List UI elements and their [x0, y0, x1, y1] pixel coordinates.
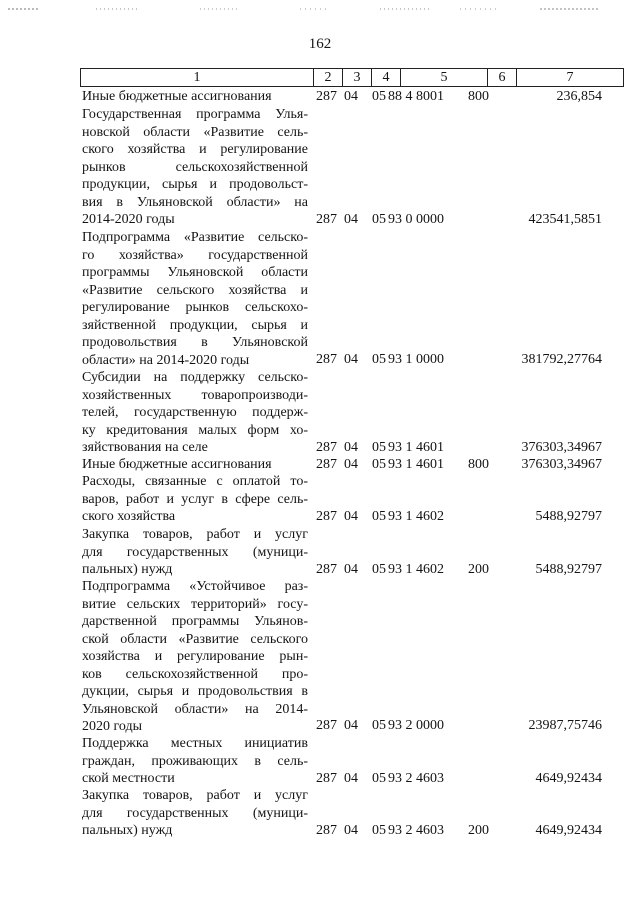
description-line: хозяйства и регулирование рын-: [82, 649, 308, 664]
row-description: [82, 473, 308, 526]
row-description: [82, 456, 308, 474]
column-header-6: 6: [488, 69, 517, 87]
row-amount: 23987,75746: [528, 718, 602, 733]
description-line: Государственная программа Улья-: [82, 107, 308, 122]
code-subsection: 05: [372, 562, 386, 577]
description-line: варов, работ и услуг в сфере сель-: [82, 491, 308, 507]
code-section: 04: [344, 823, 358, 838]
row-amount: 4649,92434: [535, 771, 602, 786]
description-line: «Развитие сельского хозяйства и: [82, 282, 308, 298]
code-expense-type: 800: [468, 89, 489, 104]
code-ministry: 287: [316, 352, 337, 367]
page-number: 162: [308, 36, 332, 52]
description-line: пальных) нужд: [82, 823, 173, 838]
description-line: хозяйственных товаропроизводи-: [82, 387, 308, 403]
code-ministry: 287: [316, 440, 337, 455]
description-line: ской местности: [82, 771, 175, 786]
row-amount: 376303,34967: [521, 457, 602, 472]
code-ministry: 287: [316, 562, 337, 577]
description-line: 2020 годы: [82, 719, 143, 734]
row-amount: 4649,92434: [535, 823, 602, 838]
code-section: 04: [344, 771, 358, 786]
description-line: витие сельских территорий» госу-: [82, 596, 308, 612]
description-line: новской области «Развитие сель-: [82, 124, 308, 140]
code-section: 04: [344, 457, 358, 472]
row-description: [82, 369, 308, 457]
code-target-article: 93 1 4602: [388, 562, 444, 577]
code-ministry: 287: [316, 771, 337, 786]
description-line: Субсидии на поддержку сельско-: [82, 370, 308, 385]
code-section: 04: [344, 509, 358, 524]
code-ministry: 287: [316, 89, 337, 104]
description-line: рынков сельскохозяйственной: [82, 159, 308, 175]
column-header-1: 1: [81, 69, 314, 87]
description-line: Ульяновской области» на 2014-: [82, 701, 308, 717]
description-line: граждан, проживающих в сель-: [82, 753, 308, 769]
row-amount: 236,854: [556, 89, 602, 104]
code-section: 04: [344, 718, 358, 733]
code-expense-type: 200: [468, 823, 489, 838]
code-section: 04: [344, 89, 358, 104]
code-expense-type: 200: [468, 562, 489, 577]
row-amount: 381792,27764: [521, 352, 602, 367]
column-header-4: 4: [372, 69, 401, 87]
code-ministry: 287: [316, 823, 337, 838]
code-section: 04: [344, 440, 358, 455]
description-line: для государственных (муници-: [82, 544, 308, 560]
row-description: [82, 88, 308, 106]
code-target-article: 93 2 4603: [388, 823, 444, 838]
description-line: Подпрограмма «Устойчивое раз-: [82, 579, 308, 594]
description-line: области» на 2014-2020 годы: [82, 352, 250, 368]
code-ministry: 287: [316, 509, 337, 524]
row-description: [82, 106, 308, 229]
description-line: ку кредитования малых форм хо-: [82, 422, 308, 438]
description-line: 2014-2020 годы: [82, 212, 175, 227]
description-line: Поддержка местных инициатив: [82, 736, 308, 751]
row-amount: 5488,92797: [535, 562, 602, 577]
description-line: телей, государственную поддерж-: [82, 405, 308, 420]
code-target-article: 93 1 0000: [388, 352, 444, 367]
code-target-article: 88 4 8001: [388, 89, 444, 104]
column-header-5: 5: [401, 69, 488, 87]
code-section: 04: [344, 352, 358, 367]
code-subsection: 05: [372, 823, 386, 838]
code-subsection: 05: [372, 212, 386, 227]
description-line: зяйственной продукции, сырья и: [82, 317, 308, 333]
code-target-article: 93 1 4602: [388, 509, 444, 524]
code-subsection: 05: [372, 352, 386, 367]
description-line: Расходы, связанные с оплатой то-: [82, 474, 308, 489]
description-line: Иные бюджетные ассигнования: [82, 457, 272, 472]
description-line: дарственной программы Ульянов-: [82, 614, 308, 629]
column-header-3: 3: [343, 69, 372, 87]
description-line: продовольствия в Ульяновской: [82, 335, 308, 350]
description-line: вия в Ульяновской области» на: [82, 194, 308, 210]
description-line: Иные бюджетные ассигнования: [82, 89, 272, 104]
row-amount: 376303,34967: [521, 440, 602, 455]
code-expense-type: 800: [468, 457, 489, 472]
code-target-article: 93 0 0000: [388, 212, 444, 227]
code-target-article: 93 2 0000: [388, 718, 444, 733]
code-subsection: 05: [372, 718, 386, 733]
code-target-article: 93 1 4601: [388, 440, 444, 455]
description-line: продукции, сырья и продовольст-: [82, 177, 308, 192]
description-line: ков сельскохозяйственной про-: [82, 666, 308, 682]
code-target-article: 93 1 4601: [388, 457, 444, 472]
row-description: [82, 735, 308, 788]
description-line: ского хозяйства: [82, 509, 176, 524]
row-amount: 5488,92797: [535, 509, 602, 524]
row-description: [82, 229, 308, 369]
code-ministry: 287: [316, 457, 337, 472]
code-subsection: 05: [372, 89, 386, 104]
code-subsection: 05: [372, 509, 386, 524]
description-line: Подпрограмма «Развитие сельско-: [82, 230, 308, 245]
code-subsection: 05: [372, 457, 386, 472]
row-amount: 423541,5851: [528, 212, 602, 227]
code-ministry: 287: [316, 212, 337, 227]
code-section: 04: [344, 212, 358, 227]
code-subsection: 05: [372, 440, 386, 455]
description-line: Закупка товаров, работ и услуг: [82, 527, 308, 542]
column-header-2: 2: [314, 69, 343, 87]
description-line: регулирование рынков сельскохо-: [82, 300, 308, 315]
code-section: 04: [344, 562, 358, 577]
row-description: [82, 787, 308, 840]
description-line: ской области «Развитие сельского: [82, 631, 308, 647]
code-ministry: 287: [316, 718, 337, 733]
description-line: зяйствования на селе: [82, 440, 208, 455]
description-line: го хозяйства» государственной: [82, 247, 308, 263]
code-target-article: 93 2 4603: [388, 771, 444, 786]
description-line: дукции, сырья и продовольствия в: [82, 684, 308, 699]
code-subsection: 05: [372, 771, 386, 786]
description-line: для государственных (муници-: [82, 805, 308, 821]
description-line: пальных) нужд: [82, 562, 173, 577]
row-description: [82, 578, 308, 736]
column-header-7: 7: [517, 69, 624, 87]
row-description: [82, 526, 308, 579]
description-line: программы Ульяновской области: [82, 265, 308, 280]
description-line: ского хозяйства и регулирование: [82, 142, 308, 157]
description-line: Закупка товаров, работ и услуг: [82, 788, 308, 803]
